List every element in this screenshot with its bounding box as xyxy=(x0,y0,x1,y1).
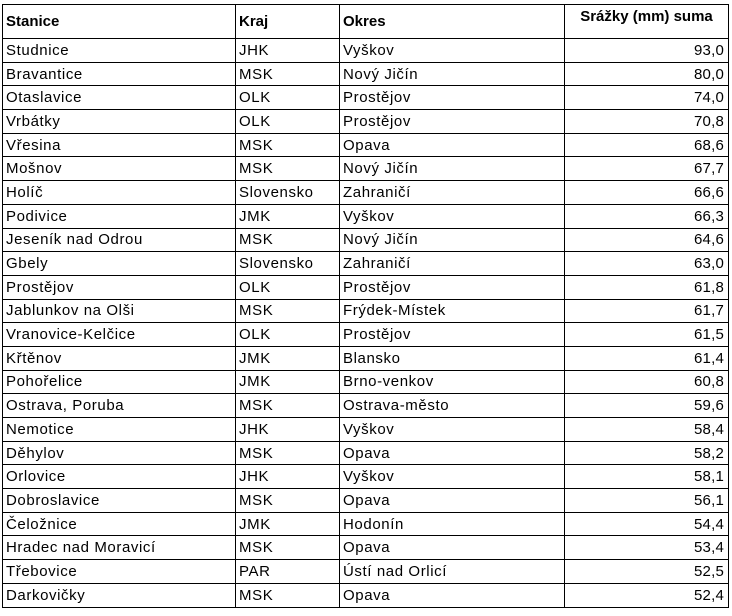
cell-stanice: Bravantice xyxy=(3,62,236,86)
cell-stanice: Ostrava, Poruba xyxy=(3,394,236,418)
precipitation-table xyxy=(2,4,729,608)
cell-okres: Vyškov xyxy=(340,418,565,442)
cell-srazky: 54,4 xyxy=(565,512,729,536)
cell-srazky: 58,4 xyxy=(565,418,729,442)
table-row xyxy=(3,394,729,418)
cell-srazky: 61,5 xyxy=(565,323,729,347)
cell-okres: Prostějov xyxy=(340,110,565,134)
table-row xyxy=(3,39,729,63)
table-row xyxy=(3,583,729,607)
table-row xyxy=(3,252,729,276)
cell-okres: Ostrava-město xyxy=(340,394,565,418)
table-row xyxy=(3,181,729,205)
cell-kraj: MSK xyxy=(236,299,340,323)
cell-okres: Hodonín xyxy=(340,512,565,536)
cell-kraj: MSK xyxy=(236,133,340,157)
cell-stanice: Vřesina xyxy=(3,133,236,157)
cell-kraj: MSK xyxy=(236,228,340,252)
cell-kraj: MSK xyxy=(236,441,340,465)
cell-stanice: Mošnov xyxy=(3,157,236,181)
table-row xyxy=(3,512,729,536)
cell-kraj: MSK xyxy=(236,157,340,181)
cell-srazky: 66,3 xyxy=(565,204,729,228)
cell-kraj: OLK xyxy=(236,275,340,299)
table-row xyxy=(3,441,729,465)
cell-kraj: JMK xyxy=(236,370,340,394)
cell-stanice: Čeložnice xyxy=(3,512,236,536)
cell-okres: Frýdek-Místek xyxy=(340,299,565,323)
cell-kraj: JHK xyxy=(236,418,340,442)
table-row xyxy=(3,275,729,299)
cell-stanice: Gbely xyxy=(3,252,236,276)
cell-srazky: 74,0 xyxy=(565,86,729,110)
cell-srazky: 56,1 xyxy=(565,489,729,513)
cell-stanice: Orlovice xyxy=(3,465,236,489)
cell-stanice: Dobroslavice xyxy=(3,489,236,513)
cell-kraj: OLK xyxy=(236,86,340,110)
table-row xyxy=(3,489,729,513)
cell-okres: Nový Jičín xyxy=(340,62,565,86)
cell-okres: Nový Jičín xyxy=(340,228,565,252)
table-row xyxy=(3,62,729,86)
cell-srazky: 63,0 xyxy=(565,252,729,276)
cell-okres: Opava xyxy=(340,536,565,560)
cell-stanice: Pohořelice xyxy=(3,370,236,394)
cell-kraj: MSK xyxy=(236,394,340,418)
cell-okres: Prostějov xyxy=(340,275,565,299)
cell-srazky: 70,8 xyxy=(565,110,729,134)
cell-stanice: Studnice xyxy=(3,39,236,63)
header-stanice: Stanice xyxy=(3,5,236,39)
cell-srazky: 60,8 xyxy=(565,370,729,394)
cell-okres: Opava xyxy=(340,489,565,513)
header-okres: Okres xyxy=(340,5,565,39)
cell-okres: Vyškov xyxy=(340,39,565,63)
cell-srazky: 52,5 xyxy=(565,560,729,584)
cell-okres: Vyškov xyxy=(340,465,565,489)
cell-okres: Opava xyxy=(340,133,565,157)
cell-srazky: 67,7 xyxy=(565,157,729,181)
cell-okres: Ústí nad Orlicí xyxy=(340,560,565,584)
cell-stanice: Darkovičky xyxy=(3,583,236,607)
cell-okres: Blansko xyxy=(340,346,565,370)
cell-kraj: MSK xyxy=(236,489,340,513)
cell-okres: Zahraničí xyxy=(340,252,565,276)
cell-kraj: JHK xyxy=(236,39,340,63)
header-srazky: Srážky (mm) suma xyxy=(565,5,729,39)
cell-srazky: 61,4 xyxy=(565,346,729,370)
cell-stanice: Křtěnov xyxy=(3,346,236,370)
table-body xyxy=(3,39,729,608)
cell-okres: Opava xyxy=(340,441,565,465)
cell-srazky: 58,2 xyxy=(565,441,729,465)
cell-okres: Vyškov xyxy=(340,204,565,228)
cell-srazky: 66,6 xyxy=(565,181,729,205)
cell-kraj: Slovensko xyxy=(236,181,340,205)
cell-stanice: Třebovice xyxy=(3,560,236,584)
cell-stanice: Děhylov xyxy=(3,441,236,465)
table-row xyxy=(3,323,729,347)
cell-kraj: MSK xyxy=(236,583,340,607)
table-row xyxy=(3,86,729,110)
cell-srazky: 64,6 xyxy=(565,228,729,252)
header-kraj: Kraj xyxy=(236,5,340,39)
cell-stanice: Hradec nad Moravicí xyxy=(3,536,236,560)
table-row xyxy=(3,370,729,394)
cell-srazky: 53,4 xyxy=(565,536,729,560)
cell-kraj: OLK xyxy=(236,110,340,134)
cell-stanice: Jeseník nad Odrou xyxy=(3,228,236,252)
cell-stanice: Prostějov xyxy=(3,275,236,299)
cell-stanice: Vrbátky xyxy=(3,110,236,134)
cell-kraj: MSK xyxy=(236,536,340,560)
cell-srazky: 68,6 xyxy=(565,133,729,157)
cell-okres: Nový Jičín xyxy=(340,157,565,181)
table-row xyxy=(3,228,729,252)
cell-stanice: Nemotice xyxy=(3,418,236,442)
cell-kraj: OLK xyxy=(236,323,340,347)
table-row xyxy=(3,560,729,584)
cell-kraj: JMK xyxy=(236,204,340,228)
table-row xyxy=(3,465,729,489)
cell-stanice: Vranovice-Kelčice xyxy=(3,323,236,347)
cell-okres: Opava xyxy=(340,583,565,607)
cell-kraj: MSK xyxy=(236,62,340,86)
cell-srazky: 80,0 xyxy=(565,62,729,86)
cell-kraj: JMK xyxy=(236,512,340,536)
cell-okres: Zahraničí xyxy=(340,181,565,205)
cell-srazky: 52,4 xyxy=(565,583,729,607)
cell-kraj: JHK xyxy=(236,465,340,489)
table-row xyxy=(3,133,729,157)
table-row xyxy=(3,110,729,134)
cell-srazky: 58,1 xyxy=(565,465,729,489)
cell-okres: Prostějov xyxy=(340,86,565,110)
header-row xyxy=(3,5,729,39)
cell-kraj: JMK xyxy=(236,346,340,370)
cell-srazky: 61,7 xyxy=(565,299,729,323)
table-row xyxy=(3,299,729,323)
cell-stanice: Otaslavice xyxy=(3,86,236,110)
table-row xyxy=(3,418,729,442)
cell-kraj: Slovensko xyxy=(236,252,340,276)
cell-okres: Brno-venkov xyxy=(340,370,565,394)
cell-stanice: Holíč xyxy=(3,181,236,205)
cell-okres: Prostějov xyxy=(340,323,565,347)
table-row xyxy=(3,346,729,370)
table-row xyxy=(3,157,729,181)
cell-kraj: PAR xyxy=(236,560,340,584)
table-row xyxy=(3,536,729,560)
cell-srazky: 93,0 xyxy=(565,39,729,63)
cell-stanice: Jablunkov na Olši xyxy=(3,299,236,323)
cell-stanice: Podivice xyxy=(3,204,236,228)
cell-srazky: 61,8 xyxy=(565,275,729,299)
cell-srazky: 59,6 xyxy=(565,394,729,418)
table-row xyxy=(3,204,729,228)
